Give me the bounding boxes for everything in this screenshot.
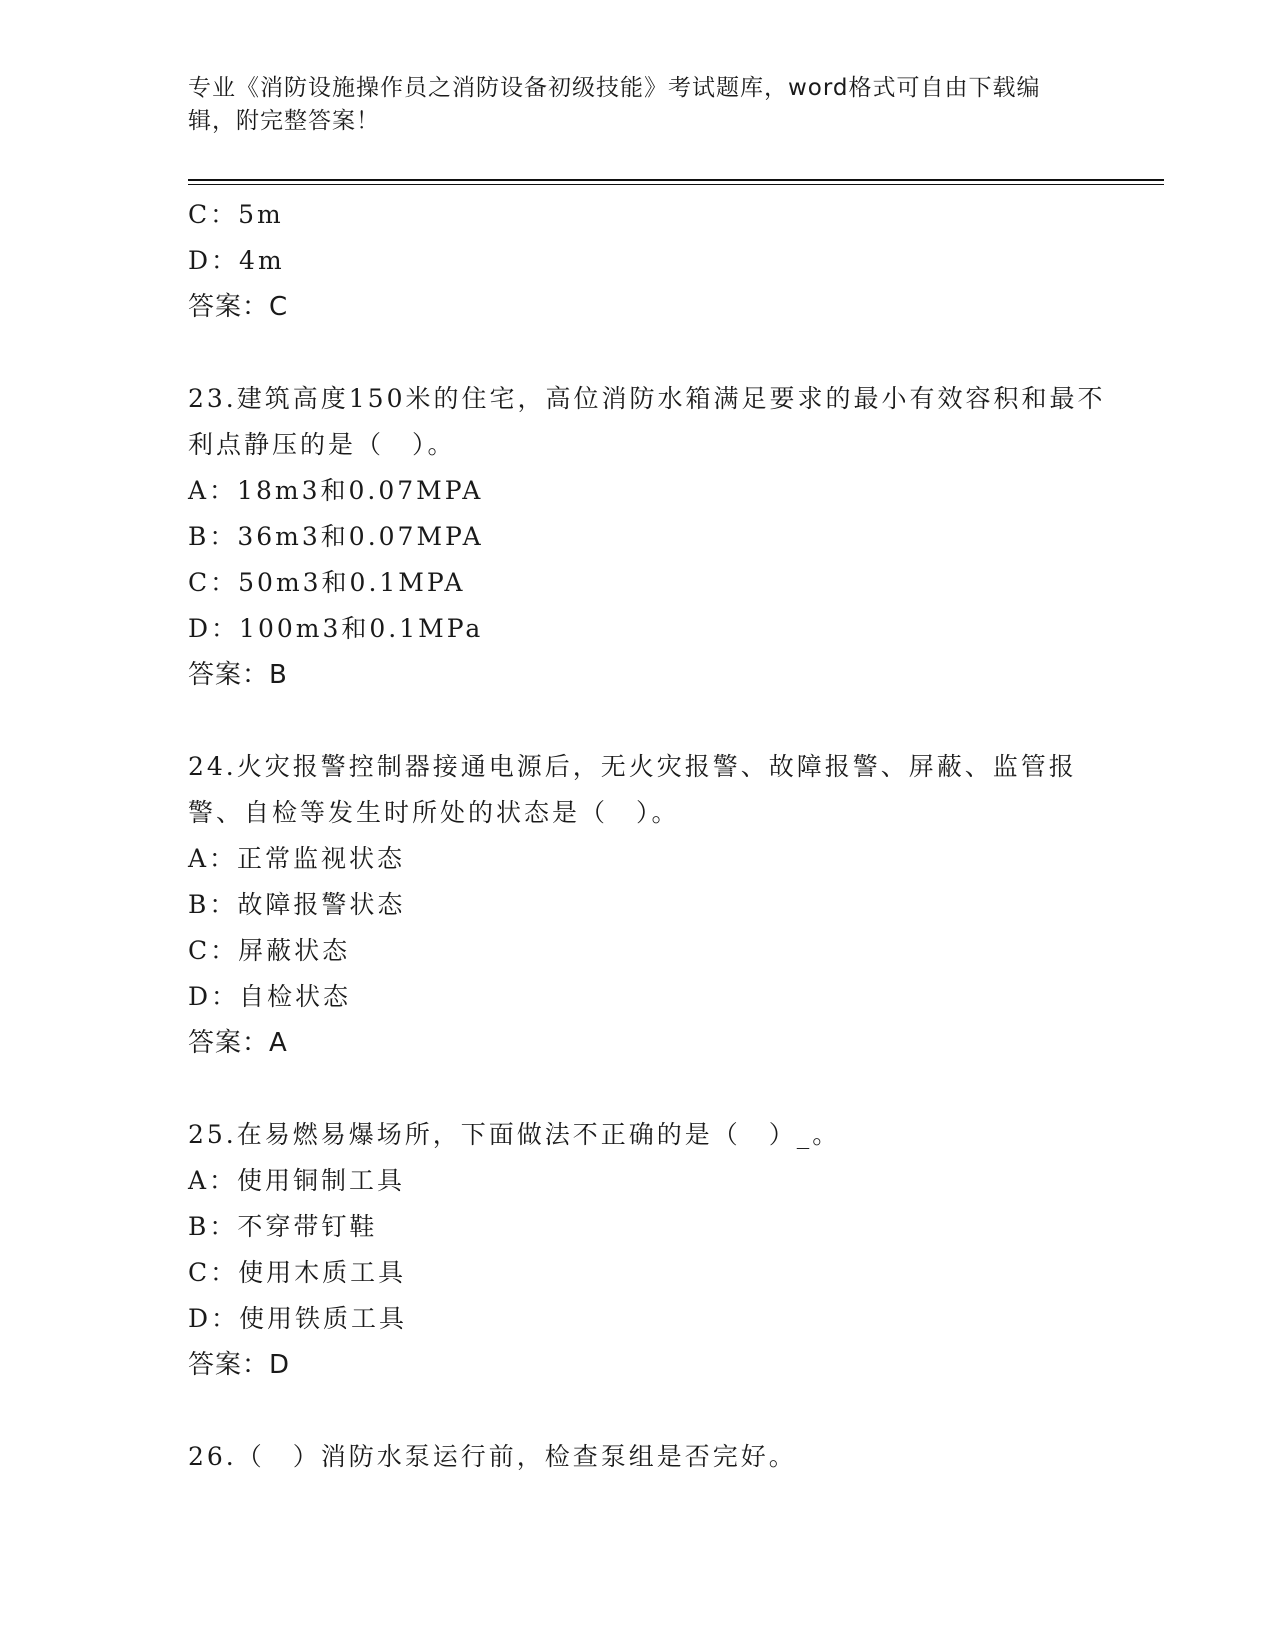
option-a: A：使用铜制工具: [188, 1166, 406, 1195]
option-d: D：自检状态: [188, 982, 352, 1011]
option-a: A：正常监视状态: [188, 844, 406, 873]
option-a: A：18m3和0.07MPA: [188, 476, 484, 505]
option-c: C：50m3和0.1MPA: [188, 568, 466, 597]
exam-content: [188, 192, 1108, 1480]
question-stem: 23.建筑高度150米的住宅，高位消防水箱满足要求的最小有效容积和最不利点静压的是（ ）。: [188, 384, 1106, 459]
question-stem: 26.（ ）消防水泵运行前，检查泵组是否完好。: [188, 1442, 797, 1471]
option-c: C：5m: [188, 200, 284, 229]
option-c: C：屏蔽状态: [188, 936, 351, 965]
question-25: [188, 1112, 1108, 1388]
option-b: B：故障报警状态: [188, 890, 406, 919]
question-26: [188, 1434, 1108, 1480]
option-d: D：4m: [188, 246, 285, 275]
answer-line: 答案：D: [188, 1350, 291, 1380]
option-d: D：100m3和0.1MPa: [188, 614, 484, 643]
answer-line: 答案：B: [188, 660, 288, 690]
question-23: [188, 376, 1108, 698]
header-divider-thin: [188, 184, 1164, 185]
question-stem: 24.火灾报警控制器接通电源后，无火灾报警、故障报警、屏蔽、监管报警、自检等发生时所处的状态是（ ）。: [188, 752, 1077, 827]
question-24: [188, 744, 1108, 1066]
document-header: 专业《消防设施操作员之消防设备初级技能》考试题库，word格式可自由下载编辑，附完整答案！: [188, 75, 1041, 134]
option-d: D：使用铁质工具: [188, 1304, 408, 1333]
question-stem: 25.在易燃易爆场所，下面做法不正确的是（ ）_。: [188, 1120, 841, 1149]
option-c: C：使用木质工具: [188, 1258, 407, 1287]
answer-line: 答案：C: [188, 292, 289, 322]
answer-line: 答案：A: [188, 1028, 288, 1058]
option-b: B：不穿带钉鞋: [188, 1212, 378, 1241]
header-divider: [188, 179, 1164, 181]
option-b: B：36m3和0.07MPA: [188, 522, 484, 551]
